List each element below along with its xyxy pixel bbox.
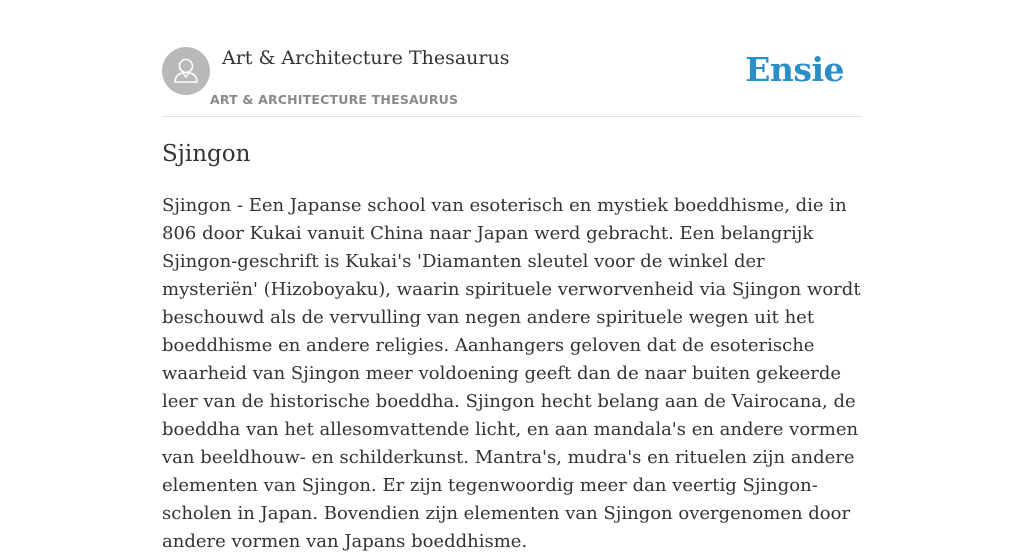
article-header	[162, 46, 862, 117]
ensie-logo-link[interactable]: Ensie	[745, 50, 844, 89]
user-silhouette-icon[interactable]	[162, 47, 210, 95]
category-link[interactable]: ART & ARCHITECTURE THESAURUS	[210, 92, 459, 107]
author-name-link[interactable]: Art & Architecture Thesaurus	[222, 47, 510, 69]
article-title: Sjingon	[162, 141, 251, 167]
article-body: Sjingon - Een Japanse school van esoterisch en mystiek boeddhisme, die in 806 door Kukai vanuit China naar Japan werd gebracht. Een belangrijk Sjingon-geschrift is Kukai's 'Diamanten sleutel voor de winkel der mysteriën' (Hizoboyaku), waarin spirituele verworvenheid via Sjingon wordt beschouwd als de vervulling van negen andere spirituele wegen uit het boeddhisme en andere religies. Aanhangers geloven dat de esoterische waarheid van Sjingon meer voldoening geeft dan de naar buiten gekeerde leer van de historische boeddha. Sjingon hecht belang aan de Vairocana, de boeddha van het allesomvattende licht, en aan mandala's en andere vormen van beeldhouw- en schilderkunst. Mantra's, mudra's en rituelen zijn andere elementen van Sjingon. Er zijn tegenwoordig meer dan veertig Sjingon-scholen in Japan. Bovendien zijn elementen van Sjingon overgenomen door andere vormen van Japans boeddhisme.	[162, 195, 861, 552]
